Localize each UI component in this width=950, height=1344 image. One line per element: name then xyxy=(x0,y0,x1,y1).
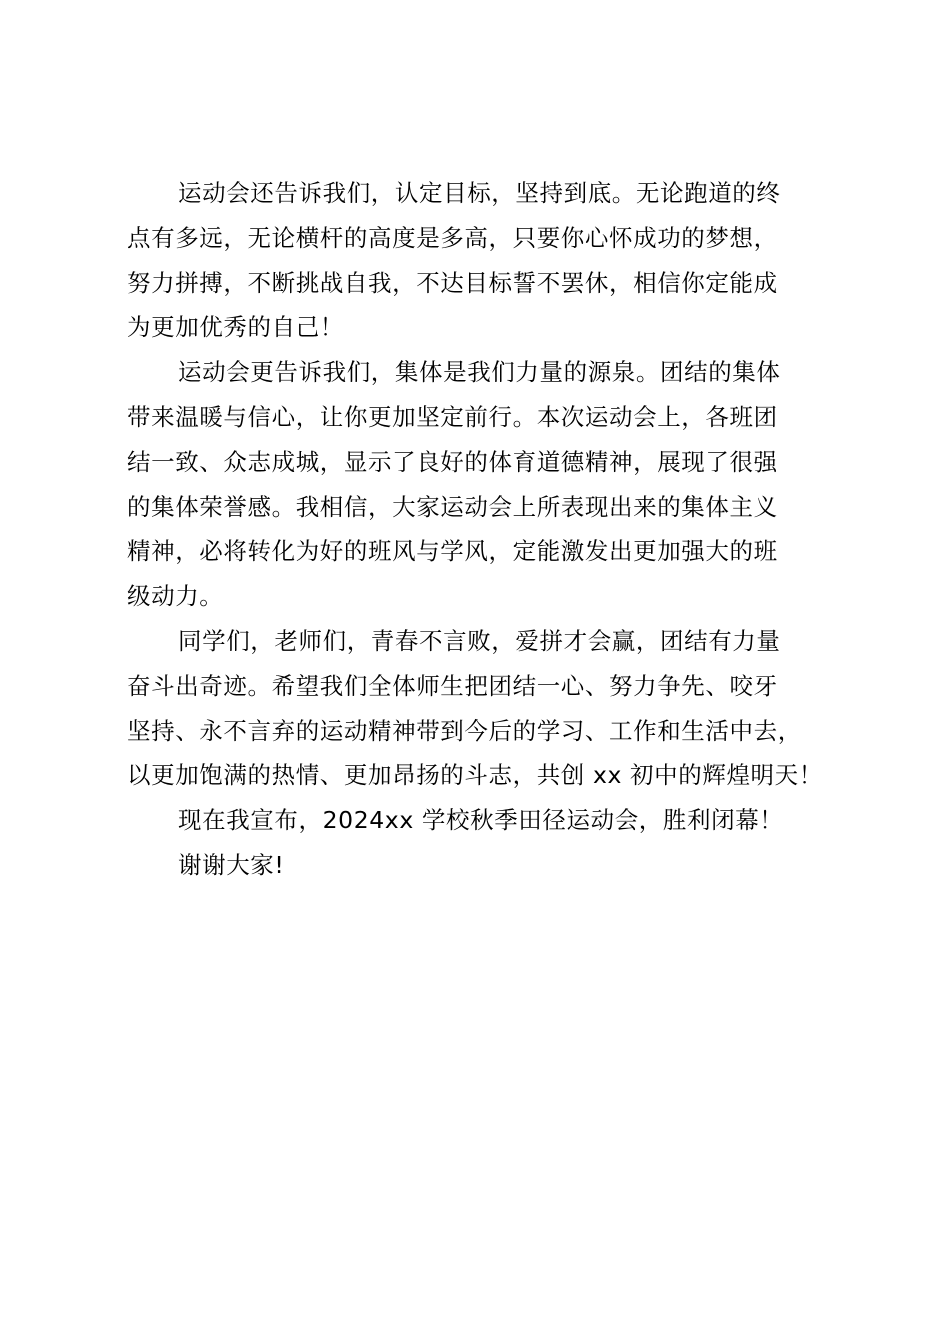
text-line: 坚持、永不言弃的运动精神带到今后的学习、工作和生活中去， xyxy=(127,716,802,745)
text-line: 的集体荣誉感。我相信，大家运动会上所表现出来的集体主义 xyxy=(127,492,778,521)
text-line: 奋斗出奇迹。希望我们全体师生把团结一心、努力争先、咬牙 xyxy=(127,671,778,700)
paragraph-appeal xyxy=(127,619,849,798)
paragraph-thanks xyxy=(127,843,849,888)
document-body xyxy=(127,171,849,888)
text-line: 同学们，老师们，青春不言败，爱拼才会赢，团结有力量 xyxy=(178,626,781,655)
text-line: 点有多远，无论横杆的高度是多高，只要你心怀成功的梦想， xyxy=(127,223,778,252)
text-line: 带来温暖与信心，让你更加坚定前行。本次运动会上，各班团 xyxy=(127,402,778,431)
text-line: 现在我宣布，2024xx 学校秋季田径运动会，胜利闭幕！ xyxy=(178,806,784,835)
paragraph-goal xyxy=(127,171,849,350)
text-line: 结一致、众志成城，显示了良好的体育道德精神，展现了很强 xyxy=(127,447,778,476)
text-line: 为更加优秀的自己！ xyxy=(127,313,344,342)
text-line: 精神，必将转化为好的班风与学风，定能激发出更加强大的班 xyxy=(127,537,778,566)
text-line: 努力拼搏，不断挑战自我，不达目标誓不罢休，相信你定能成 xyxy=(127,268,778,297)
paragraph-closing-announcement xyxy=(127,798,849,843)
text-line: 级动力。 xyxy=(127,582,224,611)
text-line: 运动会还告诉我们，认定目标，坚持到底。无论跑道的终 xyxy=(178,179,781,207)
text-line: 以更加饱满的热情、更加昂扬的斗志，共创 xx 初中的辉煌明天！ xyxy=(127,761,823,790)
text-line: 谢谢大家! xyxy=(178,850,285,879)
paragraph-collective xyxy=(127,350,849,619)
text-line: 运动会更告诉我们，集体是我们力量的源泉。团结的集体 xyxy=(178,358,781,387)
